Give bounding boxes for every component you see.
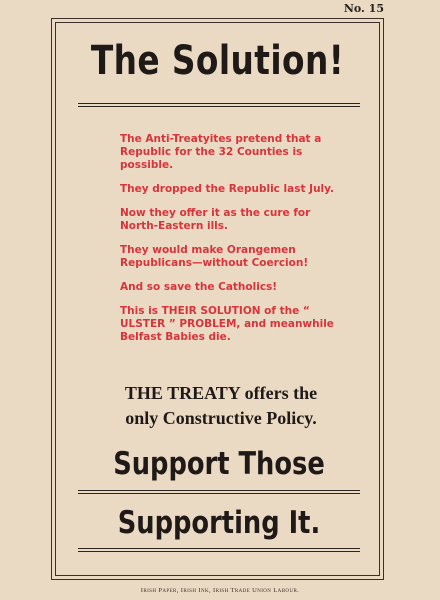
issue-number: No. 15: [343, 2, 384, 15]
statement: And so save the Catholics!: [120, 281, 278, 293]
slogan-rule-top: [78, 490, 360, 494]
title-rule: [78, 103, 360, 107]
printer-footer: Irish Paper, Irish Ink, Irish Trade Union Labour.: [140, 587, 300, 594]
statement: They dropped the Republic last July.: [120, 183, 335, 195]
statement: The Anti-Treatyites pretend that a Republic for the 32 Counties is possible.: [120, 133, 322, 171]
treaty-statement: [76, 381, 366, 431]
statement: Now they offer it as the cure for North-Eastern ills.: [120, 207, 311, 232]
poster-title: The Solution!: [90, 38, 345, 84]
slogan-rule-bottom: [78, 548, 360, 552]
treaty-line-1: THE TREATY offers the: [124, 383, 318, 403]
statement: They would make Orangemen Republicans—without Coercion!: [120, 244, 309, 269]
treaty-line-2: only Constructive Policy.: [125, 408, 317, 428]
statement-list: [120, 133, 342, 355]
statement: This is THEIR SOLUTION of the “ ULSTER ” PROBLEM, and meanwhile Belfast Babies die.: [120, 305, 334, 343]
slogan-line-1: Support Those: [113, 446, 325, 482]
slogan-line-2: Supporting It.: [117, 505, 321, 541]
